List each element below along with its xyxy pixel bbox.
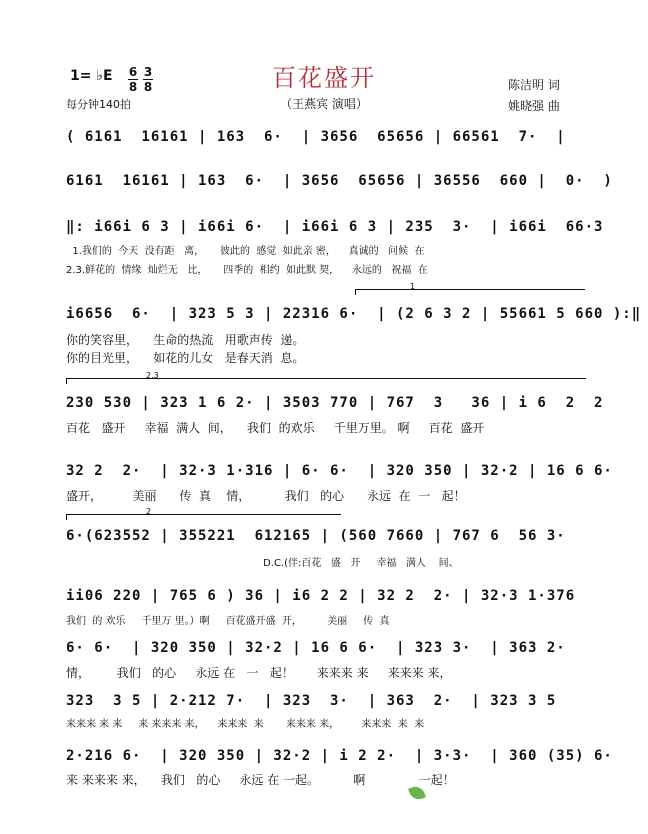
lyric-line-11: 来 来来来 来， 我们 的心 永远 在 一起。 啊 一起！ bbox=[66, 773, 455, 787]
score-line-3: ‖: i66i 6 3 | i66i 6· | i66i 6 3 | 235 3· | i66i 66·3 bbox=[66, 219, 604, 235]
meter2-denominator: 8 bbox=[143, 80, 153, 94]
score-line-7: 6·(623552 | 355221 612165 | (560 7660 | 767 6 56 3· bbox=[66, 528, 566, 544]
lyric-line-10: 来来来 来 来 来 来来来 来， 来来来 来 来来来 来， 来来来 来 来 bbox=[66, 719, 425, 730]
volta-2-label: 2 bbox=[146, 507, 152, 516]
volta-23-label: 2.3 bbox=[146, 371, 159, 380]
lyric-line-5: 百花 盛开 幸福 满人 间， 我们 的欢乐 千里万里。 啊 百花 盛开 bbox=[66, 421, 485, 435]
volta-23-tick bbox=[66, 378, 67, 384]
score-line-2: 6161 16161 | 163 6· | 3656 65656 | 36556 660 | 0· ) bbox=[66, 173, 613, 189]
score-line-8: ii06 220 | 765 6 ) 36 | i6 2 2 | 32 2 2· | 32·3 1·376 bbox=[66, 588, 576, 604]
volta-1-tick bbox=[355, 289, 356, 295]
score-line-6: 32 2 2· | 32·3 1·316 | 6· 6· | 320 350 | 32·2 | 16 6 6· bbox=[66, 463, 613, 479]
volta-1-bracket bbox=[355, 289, 585, 290]
lyric-line-4b: 你的目光里， 如花的儿女 是春天消 息。 bbox=[66, 351, 305, 365]
tempo-marking: 每分钟140拍 bbox=[66, 98, 131, 111]
lyric-line-9: 情， 我们 的心 永远 在 一 起！ 来来来 来 来来来 来， bbox=[66, 666, 452, 680]
score-line-1: ( 6161 16161 | 163 6· | 3656 65656 | 66561 7· | bbox=[66, 129, 566, 145]
score-line-9: 6· 6· | 320 350 | 32·2 | 16 6 6· | 323 3· | 363 2· bbox=[66, 640, 566, 656]
volta-1-label: 1 bbox=[410, 282, 416, 291]
meter1-denominator: 8 bbox=[128, 80, 138, 94]
lyric-line-8: 我们 的 欢乐 千里万 里。）啊 百花盛开盛 开， 美丽 传 真 bbox=[66, 616, 390, 627]
volta-23-bracket bbox=[66, 378, 586, 379]
score-line-11: 2·216 6· | 320 350 | 32·2 | i 2 2· | 3·3· | 360 (35) 6· bbox=[66, 748, 613, 764]
lyric-line-4a: 你的笑容里， 生命的热流 用歌声传 递。 bbox=[66, 333, 305, 347]
singer-credit: （王燕宾 演唱） bbox=[280, 97, 368, 111]
lyric-line-6: 盛开， 美丽 传 真 情， 我们 的心 永远 在 一 起！ bbox=[66, 489, 466, 503]
key-signature: 1= ♭E bbox=[70, 68, 113, 84]
volta-2-bracket bbox=[66, 514, 341, 515]
score-line-4: i6656 6· | 323 5 3 | 22316 6· | (2 6 3 2 | 55661 5 660 ):‖ bbox=[66, 306, 642, 322]
composer-credit: 姚晓强 曲 bbox=[508, 99, 560, 113]
score-line-10: 323 3 5 | 2·212 7· | 323 3· | 363 2· | 323 3 5 bbox=[66, 693, 557, 709]
lyric-line-3b: 2.3.鲜花的 情缘 灿烂无 比， 四季的 相约 如此默 契， 永远的 祝福 在 bbox=[66, 265, 428, 276]
lyric-line-3a: 1.我们的 今天 没有距 离， 彼此的 感觉 如此亲 密， 真诚的 问候 在 bbox=[66, 246, 425, 257]
meter2-numerator: 3 bbox=[143, 65, 153, 79]
meter1-numerator: 6 bbox=[128, 65, 138, 79]
volta-2-tick bbox=[66, 514, 67, 520]
song-title: 百花盛开 bbox=[272, 64, 376, 92]
lyric-line-7: D.C.(伴:百花 盛 开 幸福 满人 间、 bbox=[66, 558, 459, 569]
score-line-5: 230 530 | 323 1 6 2· | 3503 770 | 767 3 36 | i 6 2 2 bbox=[66, 395, 604, 411]
lyricist-credit: 陈洁明 词 bbox=[508, 78, 560, 92]
